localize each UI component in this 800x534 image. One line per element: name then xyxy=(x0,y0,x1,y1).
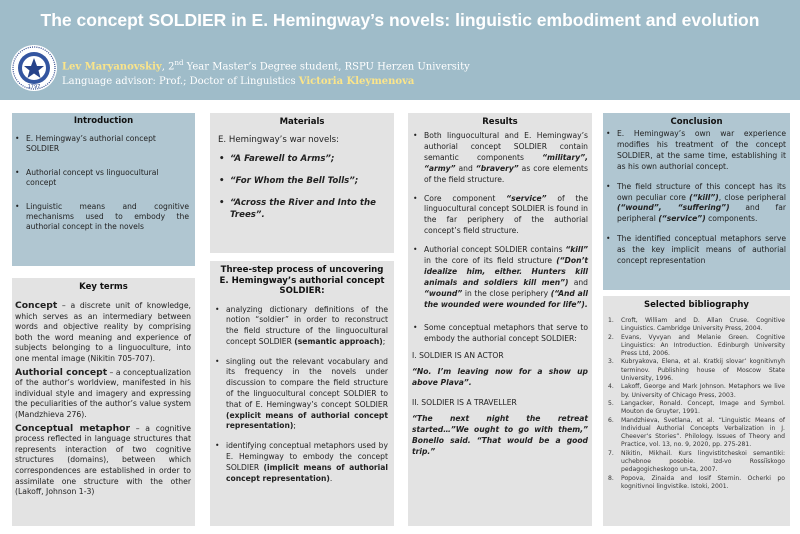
key-terms-panel xyxy=(12,278,195,526)
bibliography-item: 7. Nikitin, Mikhail. Kurs lingvistitcheskoi semantiki: uchebnoe posobie. Izd-vo Rossiĭskogo pedagogicheskogo un-ta, 2007. xyxy=(608,449,785,474)
metaphor-2-quote: “The next night the retreat started…”We ought to go with them,” Bonello said. “That would be a good trip.” xyxy=(412,414,588,456)
list-item: • E. Hemingway’s own war experience modifies his treatment of the concept SOLDIER, at the same time, establishing it as his own authorial concept. xyxy=(603,129,786,173)
bibliography-item: 2. Evans, Vyvyan and Melanie Green. Cognitive Linguistics: An Introduction. Edinburgh University Press Ltd, 2006. xyxy=(608,333,785,358)
list-item: • Core component “service” of the linguocultural concept SOLDIER is found in the far periphery of the authorial concept’s field structure. xyxy=(410,194,588,238)
list-item: • “Across the River and Into the Trees”. xyxy=(216,197,386,221)
advisor-name: Victoria Kleymenova xyxy=(298,76,415,87)
term-entry: Concept – a discrete unit of knowledge, which serves as an intermediary between words and objective reality by comprising both the word meaning and experience of subjects belonging to a linguoculture, into one mental image (Nikitin 705-707). xyxy=(15,300,191,363)
advisor-line: Language advisor: Prof.; Doctor of Linguistics Victoria Kleymenova xyxy=(62,76,415,87)
list-item: • Some conceptual metaphors that serve to embody the authorial concept SOLDIER: xyxy=(410,323,588,345)
bibliography-item: 8. Popova, Zinaida and Iosif Sternin. Ocherki po kognitivnoi lingvistike. Istoki, 2001. xyxy=(608,474,785,490)
metaphor-1: I. SOLDIER IS AN ACTOR xyxy=(412,351,504,361)
bibliography-panel xyxy=(603,296,790,526)
author-line: Lev Maryanovskiy, 2nd Year Master’s Degree student, RSPU Herzen University xyxy=(62,59,470,73)
key-terms-heading: Key terms xyxy=(79,282,128,292)
process-steps xyxy=(210,297,394,485)
bibliography-heading: Selected bibliography xyxy=(644,300,749,310)
results-body xyxy=(408,127,592,458)
poster-header xyxy=(0,0,800,100)
metaphor-2: II. SOLDIER IS A TRAVELLER xyxy=(412,398,517,408)
bibliography-item: 5. Langacker, Ronald. Concept, Image and Symbol. Mouton de Gruyter, 1991. xyxy=(608,399,785,416)
list-item: • Authorial concept vs linguocultural concept xyxy=(12,168,189,189)
list-item: • The identified conceptual metaphors serve as the key implicit means of authorial concept representation xyxy=(603,234,786,267)
list-item: • Both linguocultural and E. Hemingway’s authorial concept SOLDIER contain semantic components “military”, “army” and “bravery” as core elements of the field structure. xyxy=(410,131,588,186)
materials-heading: Materials xyxy=(279,117,325,127)
key-terms-body xyxy=(12,292,195,498)
list-item: • singling out the relevant vocabulary and its frequency in the novels under discussion to compare the field structure of the linguocultural concept SOLDIER to that of E. Hemingway’s concept SOLDIER (explicit means of authorial concept representation); xyxy=(212,357,388,433)
bibliography-item: 1. Croft, William and D. Allan Cruse. Cognitive Linguistics. Cambridge University Press, 2004. xyxy=(608,317,785,333)
bibliography-item: 4. Lakoff, George and Mark Johnson. Metaphors we live by. University of Chicago Press, 2003. xyxy=(608,383,785,399)
bibliography-item: 3. Kubryakova, Elena, et al. Kratkij slovar’ kognitivnyh terminov. Publishing house of Moscow State University, 1996. xyxy=(608,358,785,383)
list-item: • Authorial concept SOLDIER contains “kill” in the core of its field structure (“Don’t idealize him, either. Hunters kill animals and soldiers kill men”) and “wound” in the close periphery (“And all the wounded were wounded for life”). xyxy=(410,245,588,310)
process-heading: Three-step process of uncovering E. Hemingway’s authorial concept SOLDIER: xyxy=(219,265,385,296)
svg-text:1797: 1797 xyxy=(27,84,41,90)
list-item: • identifying conceptual metaphors used by E. Hemingway to embody the concept SOLDIER (implicit means of authorial concept representation). xyxy=(212,441,388,484)
conclusion-list xyxy=(603,127,790,267)
introduction-panel xyxy=(12,113,195,266)
metaphor-1-quote: “No. I’m leaving now for a show up above Plava”. xyxy=(412,367,588,388)
process-panel xyxy=(210,261,394,526)
term-entry: Authorial concept – a conceptualization of the author’s worldview, manifested in his individual style and imagery and expressing the peculiarities of the author’s value system (Mandzhieva 276). xyxy=(15,366,191,419)
list-item: • “A Farewell to Arms”; xyxy=(216,153,386,165)
introduction-heading: Introduction xyxy=(73,116,134,126)
list-item: • “For Whom the Bell Tolls”; xyxy=(216,175,386,187)
list-item: • The field structure of this concept has its own peculiar core (“kill”), close peripheral (“wound”, “suffering”) and far peripheral (“service”) components. xyxy=(603,182,786,226)
results-panel xyxy=(408,113,592,526)
list-item: • Linguistic means and cognitive mechanisms used to embody the authorial concept in the novels xyxy=(12,202,189,233)
list-item: • E. Hemingway’s authorial concept SOLDIER xyxy=(12,134,189,155)
poster-title: The concept SOLDIER in E. Hemingway’s novels: linguistic embodiment and evolution xyxy=(40,10,760,30)
conclusion-panel xyxy=(603,113,790,290)
introduction-list xyxy=(12,134,195,233)
author-name: Lev Maryanovskiy xyxy=(62,61,162,73)
materials-intro: E. Hemingway’s war novels: xyxy=(218,135,340,145)
term-entry: Conceptual metaphor – a cognitive process reflected in language structures that represents interaction of two cognitive structures (domains), between which correspondences are established in order to assimilate one structure with the other (Lakoff, Johnson 1-3) xyxy=(15,422,191,497)
materials-panel xyxy=(210,113,394,253)
bibliography-item: 6. Mandzhieva, Svetlana, et al. “Linguistic Means of Individual Authorial Concepts Verbalization in J. Cheever’s Stories”. Philology. Issues of Theory and Practice, vol. 13, no. 9, 2020, pp. 275-281. xyxy=(608,416,785,449)
conclusion-heading: Conclusion xyxy=(670,117,723,127)
novels-list xyxy=(210,145,394,221)
bibliography-list xyxy=(603,310,790,491)
results-heading: Results xyxy=(482,117,518,127)
university-seal-logo xyxy=(10,44,58,92)
list-item: • analyzing dictionary definitions of the notion “soldier” in order to reconstruct the field structure of the linguocultural concept SOLDIER (semantic approach); xyxy=(212,305,388,348)
